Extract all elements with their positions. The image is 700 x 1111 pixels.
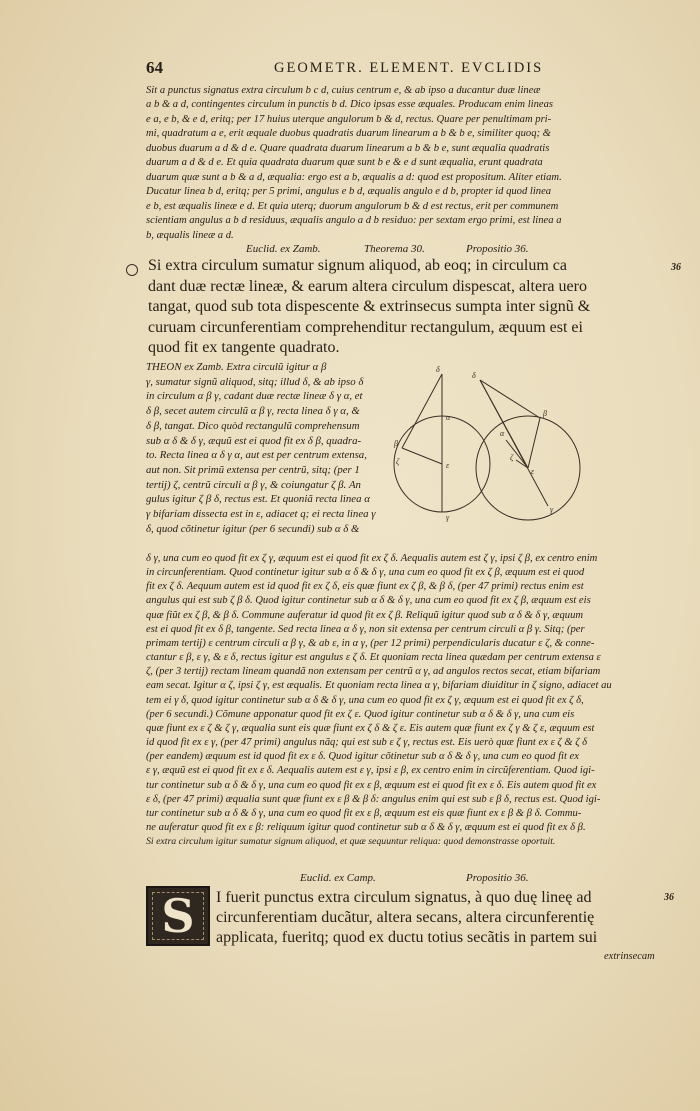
text-line: duarum a d & d e. Et quia quadrata duarum quæ sunt b e & e d sunt æqualia, erunt quadrata [146,157,543,169]
text-line: Ducatur linea b d, eritq; per 5 primi, angulus e b d, æqualis angulo e d b, propter id quod linea [146,186,552,198]
main-paragraph [146,552,676,849]
text-line: quæ fiũt ex ζ β, & β δ. Commune auferatur id quod fit ex ζ β. Reliquũ igitur quod sub α δ & δ γ, æquum [146,609,584,621]
theorem-text [216,888,676,948]
subhead-source: Euclid. ex Camp. [300,872,376,884]
text-line: (per eandem) æquum est id quod fit ex ε δ. Quod igitur cõtinetur sub α δ & δ γ, una cum eo quod fit ex [146,751,579,763]
text-line: Si extra circulum sumatur signum aliquod, ab eoq; in circulum ca [148,257,568,274]
text-line: e b, est æqualis lineæ e d. Et quia uterq; duorum angulorum b & d est rectus, erit per communem [146,200,559,212]
text-line: scientiam angulus a b d residuus, æqualis angulo a d b residuo: per sextam ergo primi, est linea a [146,215,562,227]
page-number: 64 [146,58,163,77]
figure-label: α [500,429,505,438]
text-line: γ, sumatur signũ aliquod, sitq; illud δ, & ab ipso δ [146,375,364,388]
figure-label: α [446,413,451,422]
text-line: (per 6 secundi.) Cõmune apponatur quod fit ex ζ ε. Quod igitur continetur sub α δ & δ γ, una cum eis [146,708,575,720]
margin-note: 36 [664,892,674,903]
text-line: sub α δ & δ γ, æquũ est ei quod fit ex δ β, quadra- [146,434,362,447]
figure-label: ε [531,467,535,476]
subhead-source: Euclid. ex Zamb. [246,243,321,255]
text-line: duarum quæ sunt a b & a d, æqualia: ergo est a b, æqualis a d: quod est propositum. Aliter etiam. [146,171,562,183]
text-line: primam tertij) ε centrum circuli α β γ, & ab ε, in α γ, (per 12 primi) perpendicularis ducatur ε ζ, & conne- [146,637,595,649]
figure-label: γ [446,513,450,522]
text-line: tertij) ζ, centrũ circuli α β γ, & coiungatur ζ β. An [146,478,361,491]
text-line: δ, quod cõtinetur igitur (per 6 secundi) sub α δ & [146,522,360,535]
text-line: tur continetur sub α δ & δ γ, una cum eo quod fit ex ε β, æquum est ei quod fit ex ε δ. Eis autem quod fit ex [146,779,597,791]
figure-label: δ [436,365,440,374]
theon-commentary [146,360,396,536]
text-line: duobus duarum a d & d e. Quare quadrata duarum linearum a b & b e, sunt æqualia quadratis [146,142,550,154]
text-line: dant duæ rectæ lineæ, & earum altera circulum dispescat, altera uero [148,277,587,295]
text-line: ctantur ε β, ε γ, & ε δ, rectus igitur est angulus ε ζ δ. Et quoniam recta linea quædam per centrum extensa ε [146,652,601,664]
text-line: applicata, fueritq; quod ex ductu totius secãtis in partem sui [216,929,598,946]
figure-label: ζ [396,457,400,466]
right-tangent-line [480,380,540,418]
drop-cap-initial [146,886,210,946]
text-line: γ bifariam dissecta est in ε, adiacet q; ei recta linea γ [146,508,376,521]
drop-cap-letter: S [161,889,195,943]
text-line: curuam circunferentiam comprehenditur rectangulum, æquum est ei [148,318,583,336]
text-line: Sit a punctus signatus extra circulum b c d, cuius centrum e, & ab ipso a ducantur duæ lineæ [146,85,541,96]
figure-labels [393,365,554,522]
text-line: ε δ, (per 47 primi) æqualia sunt quæ fiunt ex ε β & β δ: angulus enim qui est sub ε β δ, rectus est. Quod igi- [146,793,601,805]
text-line: in circulum α β γ, cadant duæ rectæ lineæ δ γ α, et [146,390,363,403]
text-line: est ei quod fit ex δ β, tangente. Sed recta linea α δ γ, non sit extensa per centrum circuli α β γ. Sitq; (per [146,623,585,635]
text-line: Si extra circulum igitur sumatur signum aliquod, et quæ sequuntur reliqua: quod demonstrasse oportuit. [146,836,556,848]
figure-label: ε [446,461,450,470]
subhead-proposition: Propositio 36. [466,872,529,884]
text-line: angulus qui est sub ζ β δ. Quod igitur continetur sub α δ & δ γ, una cum eo quod fit ex ζ β, æquum est eis [146,595,591,607]
text-line: tangat, quod sub tota dispescente & extrinsecus sumpta inter signũ & [148,298,591,315]
text-line: mi, quadratum a e, erit æquale duobus quadratis duarum linearum a b & b e, similiter quoq; & [146,128,551,140]
text-line: ε γ, æquũ est ei quod fit ex ε δ. Aequalis autem est ε γ, ipsi ε β, ex centro enim in circũferentiam. Quod igi- [146,765,595,777]
text-line: THEON ex Zamb. Extra circulũ igitur α β [146,361,327,373]
left-radius-line [402,448,442,464]
figure-label: ζ [510,453,514,462]
text-line: b, æqualis lineæ a d. [146,229,234,241]
text-line: in circunferentiam. Quod continetur igitur sub α δ & δ γ, una cum eo quod fit ex ζ β, æquum est ei quod [146,567,585,579]
figure-label: γ [550,505,554,514]
figure-label: β [543,409,547,418]
running-head: GEOMETR. ELEMENT. EVCLIDIS [274,60,544,76]
text-line: δ γ, una cum eo quod fit ex ζ γ, æquum est ei quod fit ex ζ δ. Aequalis autem est ζ γ, ipsi ζ β, ex centro enim [146,553,598,564]
text-line: eam secat. Igitur α ζ, ipsi ζ γ, est æqualis. Et quoniam recta linea α γ, bifariam diuiditur in ζ signo, adiacet au [146,680,612,692]
page-header [146,58,686,80]
figure-label: δ [472,371,476,380]
text-line: δ β, secet autem circulũ α β γ, recta linea δ γ α, & [146,405,360,418]
text-line: gulus igitur ζ β δ, rectus est. Et quoniã recta linea α [146,493,370,506]
margin-circle-mark [126,264,138,276]
text-line: ζ, (per 3 tertij) rectam lineam quandã non extensam per centrũ α γ, ad angulos rectos secat, etiam bifariam [146,666,601,678]
right-center-line [480,380,528,468]
proposition-text [148,256,668,359]
subhead-proposition: Propositio 36. [466,243,529,255]
text-line: quod fit ex tangente quadrato. [148,339,340,356]
left-tangent-line [402,374,442,448]
figure-label: β [394,439,398,448]
text-line: quæ fiunt ex ε ζ & ζ γ, æqualia sunt eis quæ fiunt ex ζ δ & ζ ε. Eis autem quæ fiunt ex ζ γ & ζ ε, æquum est [146,722,595,734]
text-line: tem ei γ δ, quod igitur continetur sub α δ & δ γ, una cum eo quod fit ex ζ γ, æquum est ei quod fit ex ζ δ, [146,694,584,706]
right-radius-b [528,418,540,468]
text-line: circunferentiam ducãtur, altera secans, altera circunferentię [216,909,595,926]
text-line: I fuerit punctus extra circulum signatus, à quo duę lineę ad [216,889,592,906]
text-line: tur continetur sub α δ & δ γ, una cum eo quod fit ex ε β, æquum est eis quæ fiunt ex ε β & β δ. Commu- [146,807,582,819]
geometry-figure [388,360,588,540]
text-line: e a, e b, & e d, eritq; per 17 huius uterque angulorum b & d, rectus. Quare per penultimam pri- [146,113,552,125]
text-line: ne auferatur quod fit ex ε β: reliquum igitur quod continetur sub α δ & δ γ, æquum est ei quod fit ex δ β. [146,821,586,833]
text-line: fit ex ζ δ. Aequum autem est id quod fit ex ζ δ, eis quæ fiunt ex ζ β, & β δ, (per 47 primi) rectus enim est [146,581,584,593]
text-line: δ β, tangat. Dico quòd rectangulũ comprehensum [146,419,360,432]
margin-note: 36 [671,262,681,273]
text-line: to. Recta linea α δ γ α, aut est per centrum extensa, [146,449,367,462]
text-line: a b & a d, contingentes circulum in punctis b d. Dico ipsas esse æquales. Producam enim lineas [146,99,554,111]
text-line: aut non. Sit primũ extensa per centrũ, sitq; (per 1 [146,463,360,476]
text-line: id quod fit ex ε γ, (per 47 primi) angulus nãq; qui est sub ε ζ γ, rectus est. Eis uerò quæ fiunt ex ε ζ & ζ δ [146,737,588,749]
catchword: extrinsecam [604,951,655,962]
subhead-theorem: Theorema 30. [364,243,425,255]
top-paragraph [146,84,666,243]
